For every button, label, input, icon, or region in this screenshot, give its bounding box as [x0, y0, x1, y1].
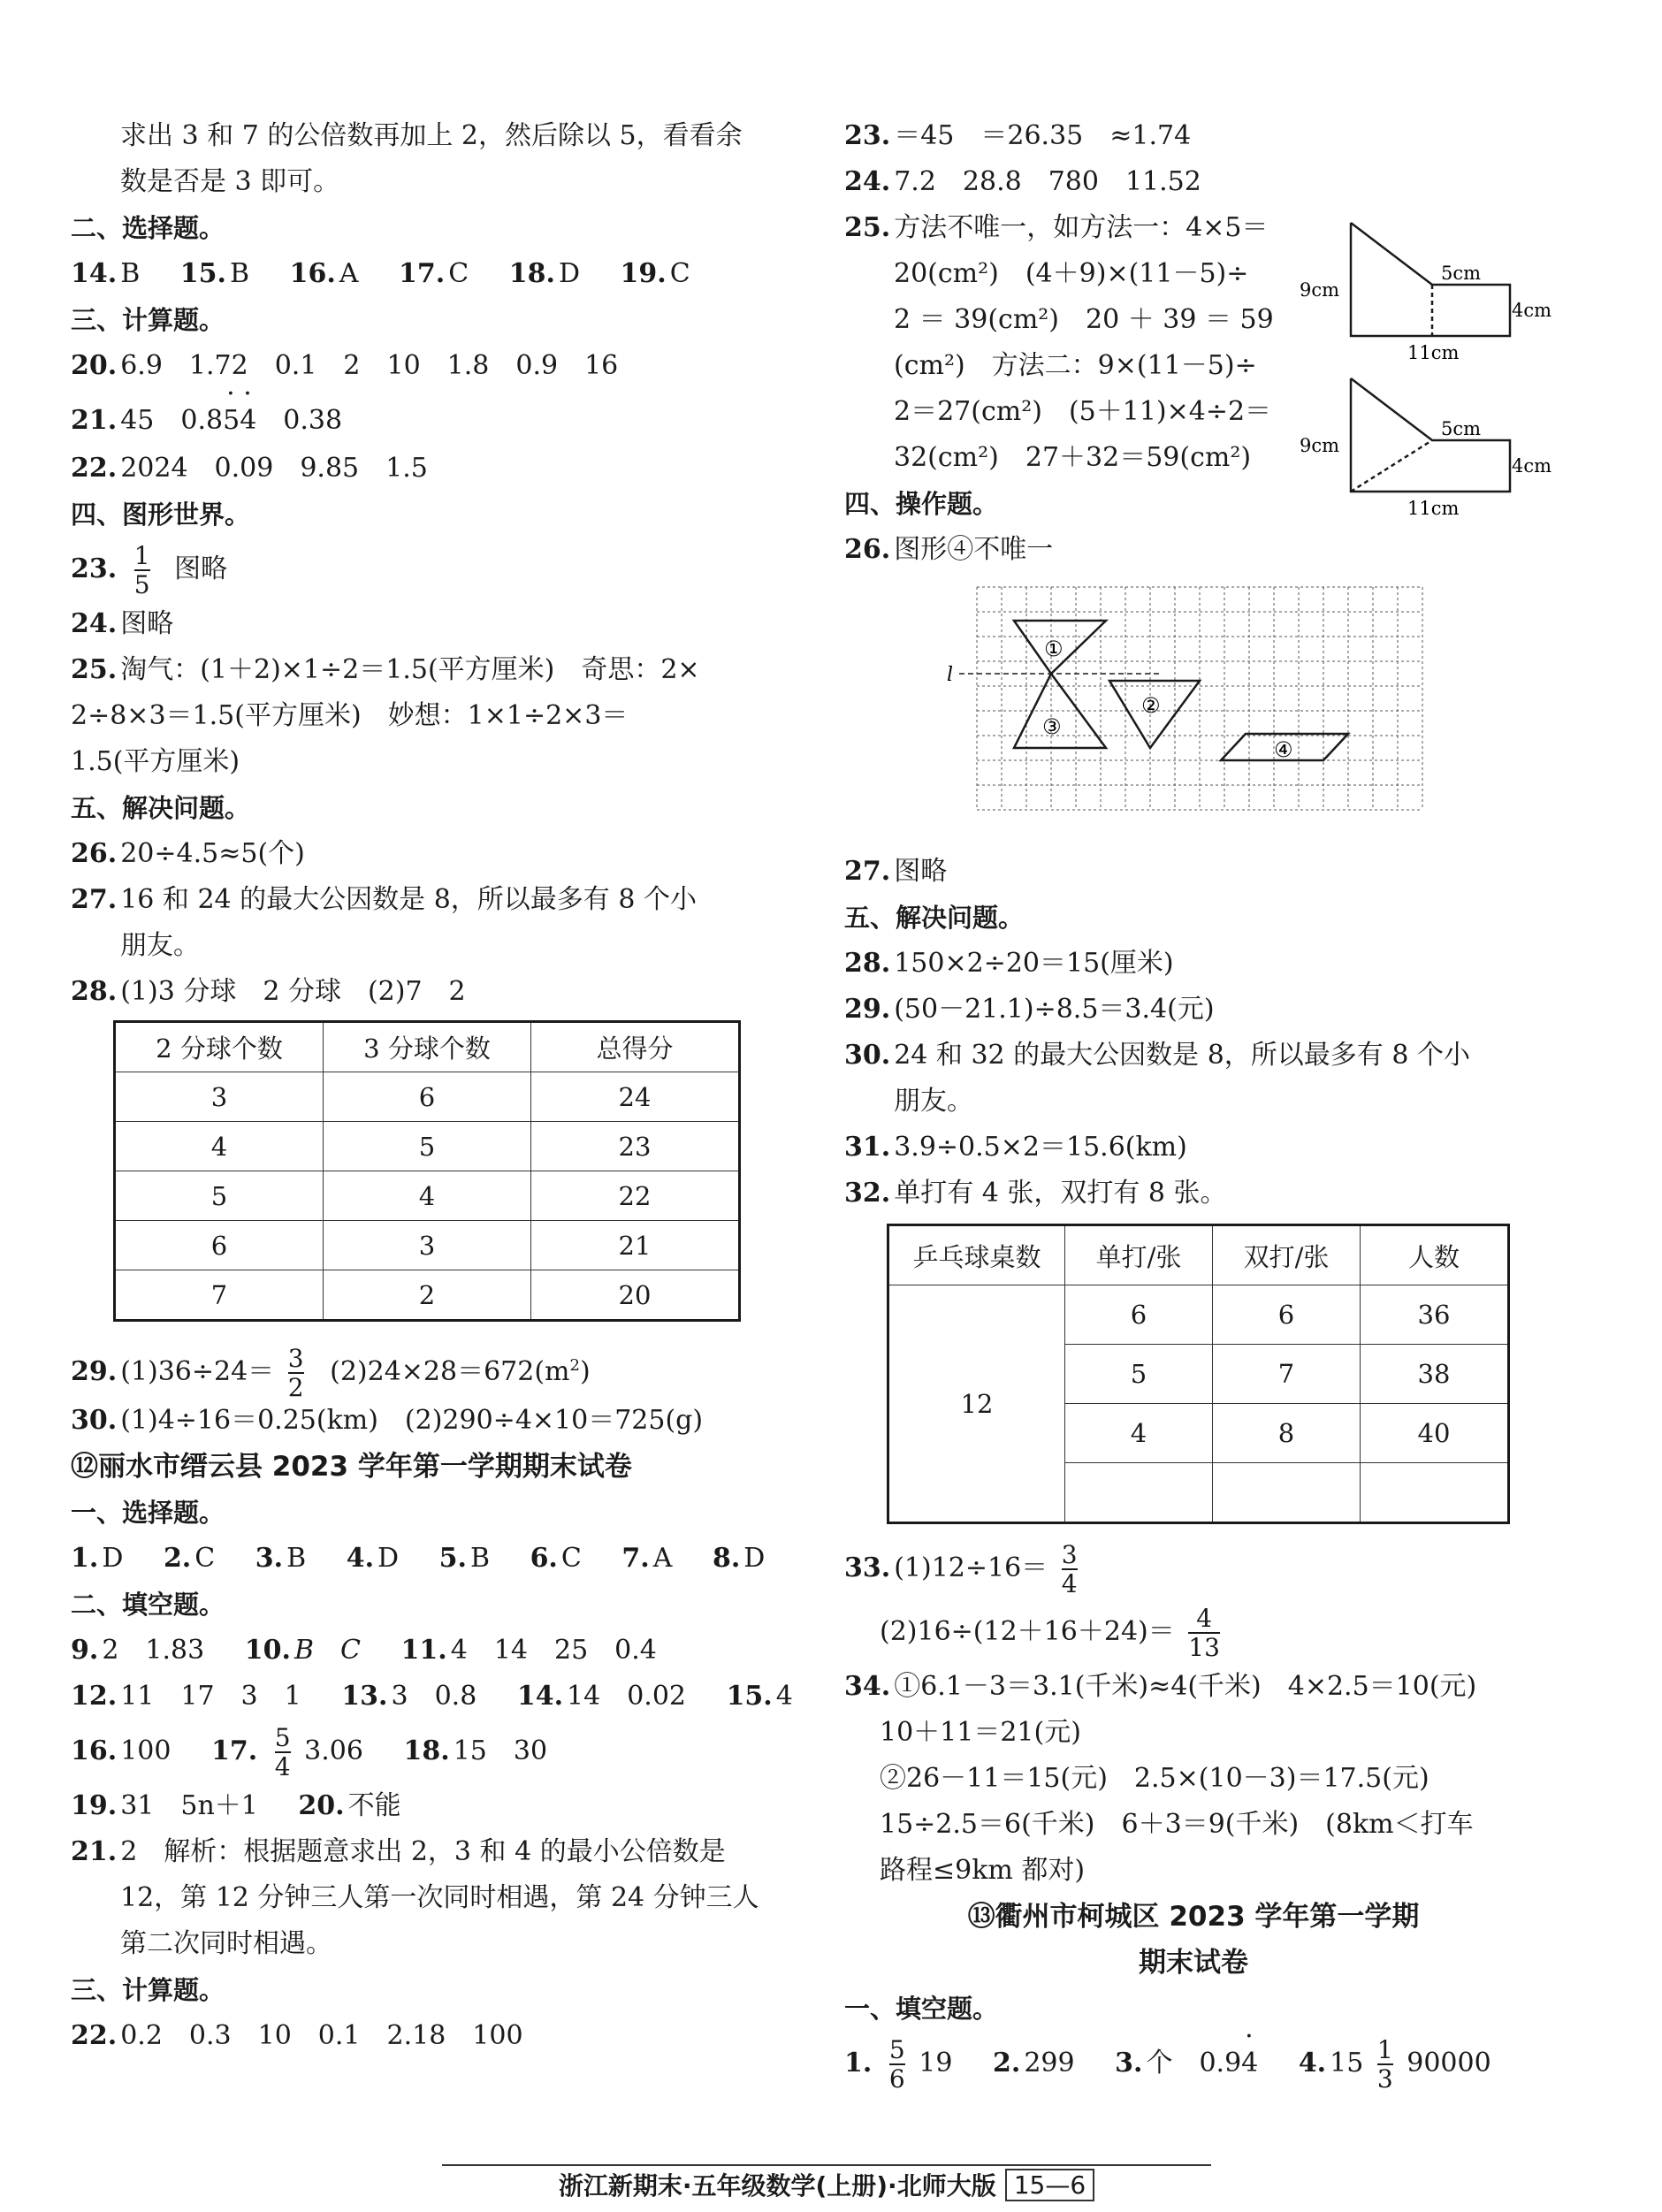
- left-column: [71, 113, 793, 2059]
- text-line: 数是否是 3 即可。: [120, 166, 340, 197]
- section-heading: 五、解决问题。: [844, 903, 1025, 933]
- answer-item: 19. C: [620, 258, 690, 289]
- fraction: $\frac{3}{4}$: [1061, 1539, 1078, 1598]
- figure-label: 5cm: [1441, 263, 1482, 284]
- text-line: 求出 3 和 7 的公倍数再加上 2，然后除以 5，看看余: [120, 120, 743, 151]
- answer-line: ②26－11＝15(元) 2.5×(10－3)＝17.5(元): [880, 1763, 1429, 1794]
- answer-line: 26. 20÷4.5≈5(个): [71, 838, 305, 869]
- table-cell-merged: 12: [888, 1285, 1065, 1523]
- answer-line: 24. 7.2 28.8 780 11.52: [844, 166, 1201, 197]
- figure-outline: [1351, 378, 1510, 492]
- answer-line: 30. 24 和 32 的最大公因数是 8，所以最多有 8 个小: [844, 1040, 1470, 1071]
- section-heading: 二、选择题。: [71, 213, 225, 243]
- trapezoid-figure-1: [1351, 223, 1510, 336]
- answer-row-choice: 1. D 2. C 3. B 4. D 5. B 6. C 7. A 8. D: [71, 1543, 766, 1574]
- exam-title: 期末试卷: [1139, 1947, 1248, 1979]
- answer-line: 28. (1)3 分球 2 分球 (2)7 2: [71, 976, 466, 1007]
- section-heading: 一、填空题。: [844, 1994, 999, 2024]
- table-header: 双打/张: [1213, 1225, 1361, 1285]
- answer-line: 34. ①6.1－3＝3.1(千米)≈4(千米) 4×2.5＝10(元): [844, 1671, 1477, 1702]
- answer-line: 27. 16 和 24 的最大公因数是 8，所以最多有 8 个小: [71, 884, 697, 915]
- answer-line: 25. 淘气：(1＋2)×1÷2＝1.5(平方厘米) 奇思：2×: [71, 654, 700, 685]
- answer-line: 朋友。: [120, 930, 200, 961]
- table-header-row: [115, 1022, 740, 1072]
- fraction: $\frac{5}{6}$: [888, 2034, 905, 2094]
- answer-line: 19. 31 5n＋1 20. 不能: [71, 1790, 401, 1821]
- table-header: 人数: [1361, 1225, 1509, 1285]
- fraction: $\frac{3}{2}$: [287, 1343, 304, 1402]
- answer-line: 23. $\frac{1}{5}$ 图略: [71, 540, 228, 599]
- answer-item: 15. B: [179, 258, 250, 289]
- answer-line: 20. 6.9 1.72 0.1 2 10 1.8 0.9 16: [71, 350, 619, 381]
- table-header: 3 分球个数: [324, 1022, 531, 1072]
- answer-line: 29. (1)36÷24＝ $\frac{3}{2}$ $(2)24\times 28=672(m^2)$: [71, 1343, 591, 1402]
- figure-label: 5cm: [1441, 418, 1482, 439]
- table-row: 12 6 6 36: [888, 1285, 1509, 1345]
- answer-line: 27. 图略: [844, 856, 948, 887]
- answer-line: 22. 0.2 0.3 10 0.1 2.18 100: [71, 2020, 523, 2051]
- answer-line: 23. ＝45 ＝26.35 ≈1.74: [844, 120, 1192, 151]
- answer-line: 1.5(平方厘米): [71, 746, 240, 777]
- answer-line: 28. 150×2÷20＝15(厘米): [844, 948, 1174, 979]
- axis-label: l: [947, 664, 954, 686]
- table-row: 4 5 23: [115, 1122, 740, 1171]
- answer-line: 29. (50－21.1)÷8.5＝3.4(元): [844, 994, 1215, 1025]
- table-row: 6 3 21: [115, 1221, 740, 1270]
- table-tennis-table: [887, 1224, 1510, 1524]
- answer-item: 14. B: [71, 258, 141, 289]
- grid-figure: [942, 584, 1437, 817]
- answer-line: 30. (1)4÷16＝0.25(km) (2)290÷4×10＝725(g): [71, 1405, 704, 1436]
- shape-label: ④: [1274, 737, 1293, 762]
- answer-line: 2÷8×3＝1.5(平方厘米) 妙想：1×1÷2×3＝: [71, 700, 629, 731]
- shape-label: ③: [1042, 714, 1062, 739]
- fraction: $\frac{1}{3}$: [1376, 2034, 1393, 2094]
- answer-line: 第二次同时相遇。: [120, 1928, 332, 1959]
- answer-line: 21. 45 0.85 ·4 · 0.38: [71, 389, 778, 446]
- answer-line: (2)16÷(12＋16＋24)＝ $\frac{4}{13}$: [880, 1603, 1220, 1662]
- figure-label: 9cm: [1300, 435, 1340, 456]
- page-number: 15—6: [1005, 2169, 1094, 2201]
- answer-line: 9. 2 1.83 10. B C 11. 4 14 25 0.4: [71, 1635, 657, 1666]
- table-row: 5 7 38: [888, 1345, 1509, 1404]
- answer-item: 18. D: [508, 258, 580, 289]
- table-header: 2 分球个数: [115, 1022, 324, 1072]
- table-row: 5 4 22: [115, 1171, 740, 1221]
- answer-line: 2 ＝ 39(cm²) 20 ＋ 39 ＝ 59: [894, 304, 1274, 335]
- table-row: 3 6 24: [115, 1072, 740, 1122]
- section-heading: 三、计算题。: [71, 305, 225, 335]
- answer-line: 32(cm²) 27＋32＝59(cm²): [894, 442, 1252, 473]
- table-row: 4 8 40: [888, 1404, 1509, 1463]
- fraction: $\frac{5}{4}$: [274, 1722, 291, 1781]
- answer-line: 10＋11＝21(元): [880, 1717, 1081, 1748]
- exam-title: ⑫丽水市缙云县 2023 学年第一学期期末试卷: [71, 1451, 632, 1483]
- answer-line: 24. 图略: [71, 608, 174, 639]
- answer-line: 33. (1)12÷16＝ $\frac{3}{4}$: [844, 1539, 1078, 1598]
- section-heading: 四、图形世界。: [71, 500, 251, 530]
- answer-line: 32. 单打有 4 张，双打有 8 张。: [844, 1178, 1227, 1209]
- answer-line: 2＝27(cm²) (5＋11)×4÷2＝: [894, 396, 1272, 427]
- answer-line: 16. 100 17. $\frac{5}{4}$ 3.06 18. 15 30: [71, 1722, 548, 1781]
- shape-label: ①: [1044, 637, 1064, 661]
- table-header-row: [888, 1225, 1509, 1285]
- trapezoid-figure-2: [1351, 378, 1510, 492]
- answer-line: 26. 图形④不唯一: [844, 534, 1054, 565]
- answer-row-choice: [71, 251, 778, 297]
- answer-item: 16. A: [289, 258, 359, 289]
- fraction: $\frac{1}{5}$: [133, 540, 150, 599]
- figure-label: 4cm: [1512, 455, 1552, 477]
- answer-line: 20(cm²) (4＋9)×(11－5)÷: [894, 258, 1249, 289]
- footer-title: 浙江新期末·五年级数学(上册)·北师大版: [558, 2171, 996, 2201]
- figure-outline: [1351, 223, 1510, 336]
- table-header: 乒乓球桌数: [888, 1225, 1065, 1285]
- answer-line: (cm²) 方法二：9×(11－5)÷: [894, 350, 1257, 381]
- score-table: [113, 1020, 741, 1322]
- answer-item: 17. C: [399, 258, 469, 289]
- section-heading: 二、填空题。: [71, 1590, 225, 1620]
- shape-label: ②: [1141, 693, 1161, 718]
- section-heading: 五、解决问题。: [71, 793, 251, 823]
- answer-line: 朋友。: [894, 1086, 973, 1117]
- answer-line: 15÷2.5＝6(千米) 6＋3＝9(千米) (8km＜打车: [880, 1809, 1474, 1840]
- section-heading: 四、操作题。: [844, 489, 999, 519]
- table-row: 7 2 20: [115, 1270, 740, 1321]
- trapezoid-figures: [1298, 212, 1554, 530]
- answer-line: 25. 方法不唯一，如方法一：4×5＝: [844, 212, 1269, 243]
- figure-label: 9cm: [1300, 279, 1340, 301]
- answer-line: 1. $\frac{5}{6}$ 19 2. 299 3. 个 0.94 · 4. 15 $\frac{1}{3}$ 90000: [844, 2032, 1543, 2095]
- figure-label: 11cm: [1407, 342, 1460, 363]
- table-header: 总得分: [531, 1022, 740, 1072]
- answer-line: 21. 2 解析：根据题意求出 2，3 和 4 的最小公倍数是: [71, 1836, 726, 1867]
- figure-dashed-line: [1351, 440, 1432, 492]
- fraction: $\frac{4}{13}$: [1188, 1603, 1220, 1662]
- answer-line: 31. 3.9÷0.5×2＝15.6(km): [844, 1132, 1187, 1163]
- section-heading: 三、计算题。: [71, 1975, 225, 2005]
- table-header: 单打/张: [1065, 1225, 1213, 1285]
- figure-label: 4cm: [1512, 300, 1552, 321]
- answer-line: 12，第 12 分钟三人第一次同时相遇，第 24 分钟三人: [120, 1882, 759, 1913]
- page-footer: [442, 2164, 1211, 2203]
- exam-title: ⑬衢州市柯城区 2023 学年第一学期: [967, 1901, 1420, 1933]
- answer-line: 12. 11 17 3 1 13. 3 0.8 14. 14 0.02 15. 4: [71, 1681, 793, 1712]
- section-heading: 一、选择题。: [71, 1498, 225, 1528]
- answer-line: 22. 2024 0.09 9.85 1.5: [71, 453, 428, 484]
- figure-label: 11cm: [1407, 498, 1460, 519]
- answer-line: 路程≤9km 都对): [880, 1855, 1086, 1886]
